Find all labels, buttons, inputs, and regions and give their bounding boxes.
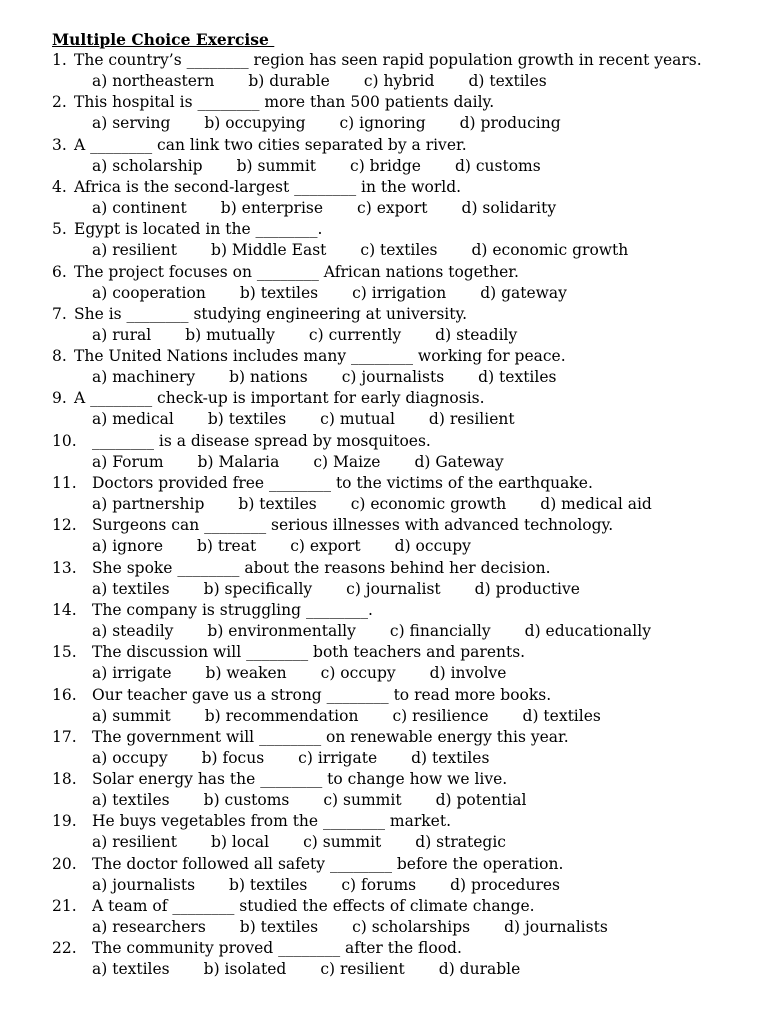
answer-option-c[interactable]: c) journalist [346,579,441,598]
question-text: Egypt is located in the ________. [74,220,323,239]
question-item [0,50,768,92]
question-item [0,92,768,134]
question-text: Our teacher gave us a strong ________ to read more books. [92,685,552,704]
answer-options [92,621,651,642]
question-number: 3. [52,135,67,154]
answer-option-b[interactable]: b) focus [201,748,265,767]
answer-option-d[interactable]: d) occupy [394,537,471,556]
question-text: He buys vegetables from the ________ market. [92,812,451,831]
answer-option-a[interactable]: a) irrigate [92,664,172,683]
answer-option-b[interactable]: b) environmentally [207,621,356,640]
answer-option-d[interactable]: d) medical aid [540,495,652,513]
answer-option-d[interactable]: d) economic growth [471,241,629,260]
answer-option-d[interactable]: d) Gateway [414,452,504,471]
question-number: 16. [52,685,77,704]
answer-option-d[interactable]: d) procedures [450,875,560,894]
question-text: A team of ________ studied the effects of climate change. [92,897,535,915]
answer-option-a[interactable]: a) ignore [92,537,163,556]
answer-option-a[interactable]: a) occupy [92,748,168,767]
answer-options [92,409,515,430]
answer-option-c[interactable]: c) export [290,537,361,556]
answer-options [92,663,506,684]
question-text: A ________ check-up is important for early diagnosis. [74,389,485,408]
answer-option-b[interactable]: b) treat [197,537,257,556]
question-text: The country’s ________ region has seen rapid population growth in recent years. [74,51,702,69]
answer-option-b[interactable]: b) isolated [203,960,287,979]
question-item [0,177,768,219]
answer-option-c[interactable]: c) journalists [341,368,445,387]
question-text: Africa is the second-largest ________ in the world. [74,177,462,196]
answer-option-d[interactable]: d) textiles [522,706,601,725]
answer-options [92,283,567,304]
answer-option-d[interactable]: d) involve [429,664,507,683]
answer-option-c[interactable]: c) resilience [392,706,489,725]
question-item [0,431,768,473]
question-number: 13. [52,558,77,577]
question-number: 4. [52,177,67,196]
answer-option-d[interactable]: d) educationally [524,621,651,640]
answer-option-c[interactable]: c) summit [323,791,402,810]
answer-option-b[interactable]: b) mutually [185,325,275,344]
answer-options [92,917,608,938]
answer-option-c[interactable]: c) bridge [350,156,421,175]
answer-option-c[interactable]: c) hybrid [363,72,435,90]
question-number: 15. [52,643,77,662]
answer-options [92,198,556,219]
answer-option-a[interactable]: a) resilient [92,833,178,852]
answer-option-a[interactable]: a) journalists [92,875,196,894]
answer-option-a[interactable]: a) summit [92,706,171,725]
answer-option-b[interactable]: b) specifically [203,579,313,598]
answer-option-d[interactable]: d) strategic [415,833,506,852]
question-item [0,558,768,600]
answer-option-a[interactable]: a) medical [92,410,174,429]
answer-options [92,536,471,557]
question-text: The discussion will ________ both teachers and parents. [92,643,526,662]
question-number: 2. [52,93,67,112]
answer-options [92,240,628,261]
question-number: 7. [52,304,67,323]
answer-option-b[interactable]: b) Middle East [211,241,327,260]
question-number: 12. [52,516,77,535]
answer-options [92,875,560,896]
question-number: 18. [52,770,77,789]
question-item [0,473,768,515]
question-text: The United Nations includes many ________ working for peace. [74,347,566,366]
question-number: 20. [52,854,77,873]
question-text: Doctors provided free ________ to the victims of the earthquake. [92,474,593,492]
answer-option-b[interactable]: b) textiles [207,410,287,429]
answer-option-c[interactable]: c) economic growth [350,495,507,513]
answer-option-b[interactable]: b) Malaria [197,452,280,471]
answer-option-b[interactable]: b) textiles [229,875,308,894]
answer-option-c[interactable]: c) forums [341,875,417,894]
answer-option-b[interactable]: b) recommendation [204,706,359,725]
question-item [0,600,768,642]
question-text: This hospital is ________ more than 500 patients daily. [74,93,495,112]
answer-option-a[interactable]: a) serving [92,114,171,133]
answer-option-d[interactable]: d) gateway [480,283,567,302]
answer-option-a[interactable]: a) rural [92,325,152,344]
answer-option-c[interactable]: c) Maize [313,452,381,471]
question-number: 11. [52,474,77,492]
answer-option-c[interactable]: c) currently [308,325,402,344]
question-text: The government will ________ on renewable energy this year. [92,727,569,746]
question-item [0,896,768,938]
answer-option-d[interactable]: d) potential [435,791,527,810]
question-number: 14. [52,600,77,619]
answer-option-d[interactable]: d) productive [474,579,580,598]
question-number: 5. [52,220,67,239]
question-item [0,262,768,304]
answer-option-a[interactable]: a) partnership [92,495,205,513]
question-number: 8. [52,347,67,366]
question-text: She is ________ studying engineering at university. [74,304,468,323]
answer-option-a[interactable]: a) Forum [92,452,164,471]
answer-option-c[interactable]: c) irrigation [352,283,447,302]
answer-option-a[interactable]: a) resilient [92,241,178,260]
answer-option-d[interactable]: d) steadily [435,325,518,344]
question-text: The doctor followed all safety ________ before the operation. [92,854,564,873]
answer-option-b[interactable]: b) durable [248,72,330,90]
answer-options [92,832,506,853]
answer-option-c[interactable]: c) ignoring [339,114,426,133]
question-item [0,727,768,769]
answer-option-b[interactable]: b) summit [236,156,317,175]
question-item [0,515,768,557]
question-item [0,685,768,727]
answer-options [92,959,520,980]
answer-option-c[interactable]: c) resilient [320,960,405,979]
question-item [0,346,768,388]
answer-option-b[interactable]: b) textiles [239,918,319,936]
question-item [0,769,768,811]
answer-options [92,367,556,388]
question-item [0,938,768,980]
answer-options [92,113,561,134]
question-text: The company is struggling ________. [92,600,373,619]
answer-options [92,494,652,515]
answer-options [92,748,489,769]
question-item [0,388,768,430]
answer-option-a[interactable]: a) steadily [92,621,174,640]
question-item [0,642,768,684]
question-item [0,811,768,853]
answer-option-a[interactable]: a) machinery [92,368,196,387]
question-item [0,304,768,346]
answer-option-d[interactable]: d) durable [438,960,521,979]
answer-option-d[interactable]: d) textiles [478,368,557,387]
answer-options [92,156,541,177]
answer-option-b[interactable]: b) local [211,833,270,852]
answer-option-c[interactable]: c) textiles [360,241,438,260]
answer-option-d[interactable]: d) resilient [428,410,515,429]
question-text: The project focuses on ________ African nations together. [74,262,519,281]
question-item [0,854,768,896]
answer-option-a[interactable]: a) researchers [92,918,206,936]
question-number: 1. [52,51,67,69]
answer-option-c[interactable]: c) export [357,198,428,217]
answer-option-c[interactable]: c) mutual [320,410,395,429]
exercise-title: Multiple Choice Exercise [52,30,275,49]
question-number: 10. [52,431,77,450]
answer-option-b[interactable]: b) customs [203,791,290,810]
answer-option-a[interactable]: a) continent [92,198,187,217]
answer-options [92,706,601,727]
answer-option-b[interactable]: b) textiles [238,495,317,513]
question-number: 22. [52,939,77,958]
question-text: The community proved ________ after the flood. [92,939,462,958]
answer-option-b[interactable]: b) enterprise [220,198,324,217]
answer-option-a[interactable]: a) textiles [92,960,170,979]
answer-option-b[interactable]: b) nations [229,368,308,387]
question-text: Solar energy has the ________ to change how we live. [92,770,508,789]
question-text: Surgeons can ________ serious illnesses with advanced technology. [92,516,614,535]
answer-option-c[interactable]: c) scholarships [352,918,471,936]
question-number: 19. [52,812,77,831]
answer-options [92,325,517,346]
answer-option-c[interactable]: c) occupy [320,664,396,683]
answer-option-b[interactable]: b) occupying [204,114,306,133]
answer-option-a[interactable]: a) scholarship [92,156,203,175]
answer-option-d[interactable]: d) textiles [468,72,547,90]
answer-options [92,579,580,600]
answer-option-d[interactable]: d) solidarity [461,198,557,217]
answer-option-d[interactable]: d) producing [459,114,561,133]
question-number: 6. [52,262,67,281]
answer-options [92,71,547,92]
question-item [0,219,768,261]
answer-option-a[interactable]: a) textiles [92,791,170,810]
question-text: She spoke ________ about the reasons behind her decision. [92,558,551,577]
question-number: 17. [52,727,77,746]
question-text: ________ is a disease spread by mosquitoes. [92,431,431,450]
answer-option-d[interactable]: d) customs [454,156,541,175]
answer-options [92,790,526,811]
answer-option-b[interactable]: b) textiles [239,283,319,302]
answer-option-b[interactable]: b) weaken [205,664,287,683]
answer-options [92,452,504,473]
answer-option-c[interactable]: c) financially [389,621,491,640]
answer-option-d[interactable]: d) journalists [504,918,608,936]
answer-option-d[interactable]: d) textiles [411,748,490,767]
question-text: A ________ can link two cities separated by a river. [74,135,467,154]
answer-option-c[interactable]: c) summit [303,833,382,852]
answer-option-a[interactable]: a) cooperation [92,283,206,302]
answer-option-a[interactable]: a) northeastern [92,72,215,90]
answer-option-c[interactable]: c) irrigate [298,748,378,767]
question-item [0,135,768,177]
question-number: 9. [52,389,67,408]
answer-option-a[interactable]: a) textiles [92,579,170,598]
question-number: 21. [52,897,77,915]
